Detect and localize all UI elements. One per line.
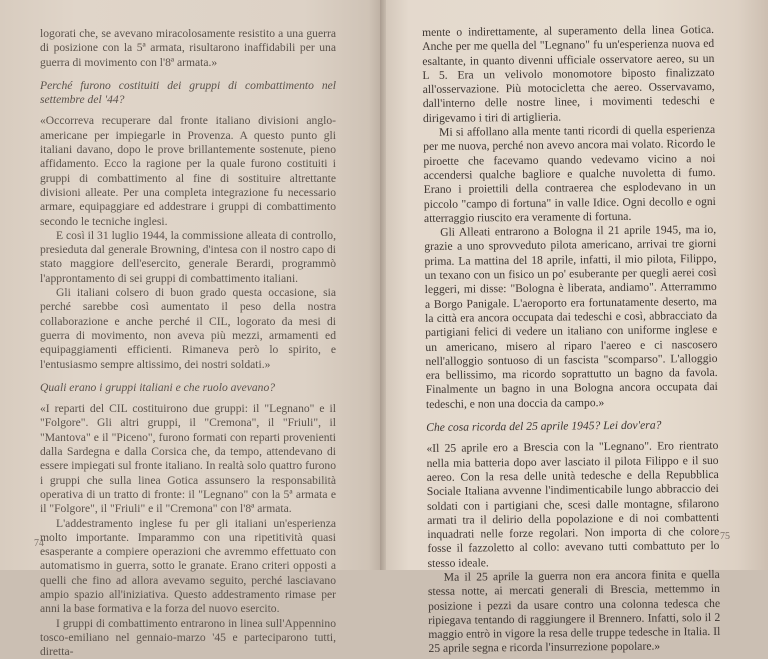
interview-question: Perché furono costituiti dei gruppi di combattimento nel settembre del '44? — [40, 78, 336, 107]
page-number: 75 — [720, 531, 730, 542]
paragraph: «Il 25 aprile ero a Brescia con la "Legnano". Ero rientrato nella mia batteria dopo aver lasciato il pilota Filippo e il suo aereo. Con la resa delle unità tedesche e della Repubblica Sociale Italiana avvenne l'indimenticabile lungo abbraccio dei soldati con i partigiani che, scesi dalle montagne, sfilarono armati tra il delirio della popolazione e di noi combattenti inquadrati nelle forze regolari. Non importa di che colore fosse il fazzoletto al collo: avevano tutti combattuto per lo stesso ideale. — [426, 439, 720, 570]
interview-question: Quali erano i gruppi italiani e che ruolo avevano? — [40, 380, 276, 394]
paragraph: mente o indirettamente, al superamento della linea Gotica. Anche per me quella del "Legnano" fu un'esperienza nuova ed esaltante, in quanto divenni ufficiale osservatore aereo, su un L 5. Era un velivolo monomotore biposto finalizzato all'osservazione. Più motocicletta che aereo. Osservavamo, dall'interno delle nostre linee, i movimenti tedeschi e dirigevamo i tiri di artiglieria. — [422, 22, 715, 125]
paragraph: Gli Alleati entrarono a Bologna il 21 aprile 1945, ma io, grazie a uno sprovveduto pilota americano, arrivai tre giorni prima. La mattina del 18 aprile, infatti, il mio pilota, Filippo, un texano con un fisico un po' esuberante per quegli aerei così leggeri, mi disse: "Bologna è liberata, andiamo". Atterrammo a Borgo Panigale. L'aeroporto era fortunatamente deserto, ma la città era ancora occupata dai tedeschi e così, abbracciato da partigiani felici di vedere un italiano con uniforme inglese e un americano, misero al riparo l'aereo e ci nascosero nell'alloggio sontuoso di un fascista "scomparso". L'alloggio era bellissimo, ma ricordo soprattutto un bagno da favola. Finalmente un bagno in una Bologna ancora occupata dai tedeschi, e non una doccia da campo.» — [424, 223, 718, 411]
interview-question: Che cosa ricorda del 25 aprile 1945? Lei dov'era? — [426, 418, 662, 434]
paragraph: «Occorreva recuperare dal fronte italiano divisioni anglo-americane per impiegarle in Provenza. A questo punto gli italiani davano, dopo le prove brillantemente sostenute, pieno affidamento. Ecco la ragione per la quale furono costituiti i gruppi di combattimento al fine di sostituire altrettante divisioni alleate. Per una completa integrazione fu necessario armare, equipaggiare ed addestrare i gruppi di combattimento secondo le tecniche inglesi. — [40, 114, 336, 228]
paragraph: Ma il 25 aprile la guerra non era ancora finita e quella stessa notte, ai mercati generali di Brescia, mettemmo in posizione i pezzi da usare contro una colonna tedesca che ripiegava tentando di raggiungere il Brennero. Infatti, solo il 2 maggio entrò in vigore la resa delle truppe tedesche in Italia. Il 25 aprile segna e ricorda l'insurrezione popolare.» — [427, 567, 721, 656]
page-number: 74 — [34, 538, 44, 549]
paragraph: L'addestramento inglese fu per gli italiani un'esperienza molto importante. Imparammo con una ripetitività quasi esasperante a compiere operazioni che avremmo effettuato con automatismo in guerra, sotto le granate. Erano criteri opposti a quelli che fino ad allora avevamo seguito, perché lasciavano ampio spazio all'iniziativa. Questo addestramento rimase per anni la base formativa e la forza del nuovo esercito. — [40, 516, 336, 616]
paragraph: I gruppi di combattimento entrarono in linea sull'Appennino tosco-emiliano nel gennaio-marzo '45 e parteciparono tutti, diretta- — [40, 616, 336, 659]
paragraph: «I reparti del CIL costituirono due gruppi: il "Legnano" e il "Folgore". Gli altri gruppi, il "Cremona", il "Friuli", il "Mantova" e il "Piceno", furono formati con reparti provenienti dalla Sardegna e dalla Corsica che, da tempo, attendevano di essere impiegati sul fronte italiano. In realtà solo quattro furono i gruppi che sulla linea Gotica assunsero la responsabilità operativa di un tratto di fronte: il "Legnano" con la 5ª armata e il "Folgore", il "Friuli" e il "Cremona" con l'8ª armata. — [40, 402, 336, 516]
paragraph: Gli italiani colsero di buon grado questa occasione, sia perché sarebbe così aumentato il peso della nostra collaborazione e anche perché il CIL, logorato da mesi di guerra di movimento, non aveva più mezzi, armamenti ed equipaggiamenti efficienti. Rimaneva però lo spirito, e l'entusiasmo sempre altissimo, dei nostri soldati.» — [40, 286, 336, 371]
paragraph: Mi si affollano alla mente tanti ricordi di quella esperienza per me nuova, perché non avevo ancora mai volato. Ricordo le piroette che facevamo quando vedevamo vicino a noi accendersi qualche bagliore e qualche nuvoletta di fumo. Erano i proiettili della contraerea che esplodevano in un piccolo "campo di fortuna" in valle Idice. Ogni decollo e ogni atterraggio riuscito era veramente di fortuna. — [423, 123, 716, 225]
right-page — [386, 0, 768, 656]
paragraph: logorati che, se avevano miracolosamente resistito a una guerra di posizione con la 5ª armata, risultarono inaffidabili per una guerra di movimento con l'8ª armata.» — [40, 27, 336, 69]
left-page-text — [40, 27, 336, 659]
paragraph: E così il 31 luglio 1944, la commissione alleata di controllo, presieduta dal generale Browning, d'intesa con il nostro capo di stato maggiore dell'esercito, generale Berardi, programmò l'approntamento di sei gruppi di combattimento italiani. — [40, 228, 336, 285]
right-page-text — [422, 23, 721, 657]
left-page — [0, 0, 380, 659]
